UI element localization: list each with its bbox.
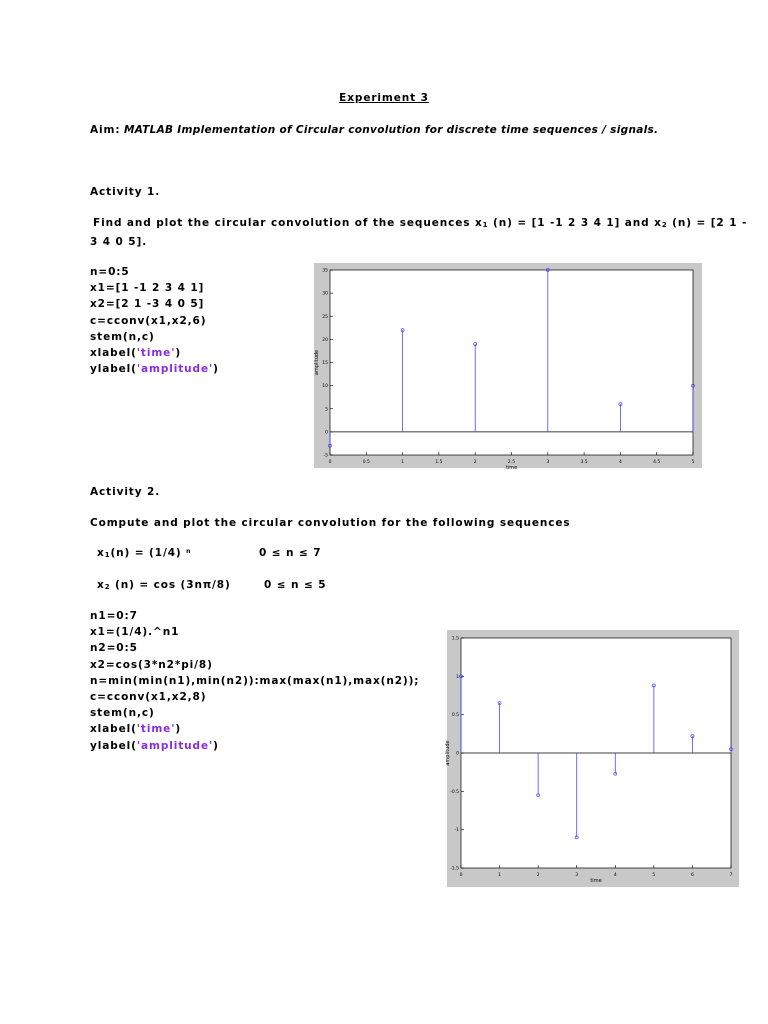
- code-line: xlabel('time'): [90, 723, 182, 736]
- x-tick-label: 3.5: [580, 460, 588, 465]
- y-tick-label: -1.5: [450, 866, 459, 872]
- x-tick-label: 6: [690, 873, 694, 878]
- x-tick-label: 0: [328, 460, 332, 465]
- y-tick-label: 35: [322, 268, 328, 274]
- activity2-stem-plot: [447, 630, 739, 887]
- activity2-problem: Compute and plot the circular convolution for the following sequences: [90, 517, 571, 529]
- x-tick-label: 2: [473, 460, 477, 465]
- activity2-plot-figure: [447, 630, 739, 887]
- x-tick-label: 3: [575, 873, 579, 878]
- code-line: ylabel('amplitude'): [90, 739, 219, 752]
- code-line: x1=(1/4).^n1: [90, 626, 180, 639]
- x-tick-label: 7: [729, 873, 733, 878]
- code-line: x2=cos(3*n2*pi/8): [90, 658, 213, 671]
- activity2-code-block: [90, 608, 419, 754]
- code-line: n=min(min(n1),min(n2)):max(max(n1),max(n2));: [90, 674, 420, 687]
- y-tick-label: 30: [322, 291, 328, 297]
- sequence1-range: 0 ≤ n ≤ 7: [259, 547, 322, 559]
- x-tick-label: 5: [691, 460, 695, 465]
- x-axis-label: time: [590, 878, 602, 884]
- x-tick-label: 1: [401, 460, 405, 465]
- activity1-code-block: [90, 264, 219, 377]
- code-line: xlabel('time'): [90, 347, 182, 360]
- activity1-heading: Activity 1.: [90, 186, 161, 198]
- y-tick-label: 10: [322, 384, 328, 390]
- x-tick-label: 2: [536, 873, 540, 878]
- code-line: n=0:5: [90, 266, 130, 278]
- y-axis-label: amplitude: [314, 349, 320, 376]
- code-line: n2=0:5: [90, 642, 138, 655]
- x-tick-label: 4: [613, 873, 617, 878]
- y-tick-label: 15: [322, 361, 328, 366]
- sequence1-definition: x1(n) = (1/4) $^n$: [97, 547, 192, 559]
- aim-label: Aim:: [90, 124, 121, 136]
- y-tick-label: -1: [454, 828, 459, 834]
- y-tick-label: -5: [323, 453, 328, 459]
- aim-text: MATLAB Implementation of Circular convolution for discrete time sequences / signals.: [124, 124, 659, 136]
- code-line: stem(n,c): [90, 330, 155, 343]
- sequence2-range: 0 ≤ n ≤ 5: [264, 579, 327, 591]
- x-tick-label: 1.5: [435, 460, 443, 465]
- x-tick-label: 4.5: [653, 460, 661, 465]
- code-line: stem(n,c): [90, 707, 155, 720]
- x-axis-label: time: [505, 465, 518, 471]
- activity1-plot-figure: [314, 263, 702, 471]
- document-title: Experiment 3: [339, 92, 429, 104]
- y-tick-label: 5: [325, 407, 328, 413]
- code-line: c=cconv(x1,x2,8): [90, 691, 207, 704]
- activity1-problem-line2: 3 4 0 5].: [90, 236, 148, 248]
- code-line: x1=[1 -1 2 3 4 1]: [90, 282, 205, 295]
- y-tick-label: 0: [456, 751, 459, 757]
- x-tick-label: 4: [618, 460, 622, 465]
- x-tick-label: 2.5: [507, 460, 516, 465]
- x-tick-label: 0: [459, 873, 463, 878]
- x-tick-label: 1: [498, 873, 502, 878]
- y-tick-label: 0: [325, 430, 328, 436]
- y-tick-label: 20: [322, 337, 328, 343]
- plot-axes-box: [330, 270, 693, 455]
- x-tick-label: 3: [546, 460, 550, 465]
- code-line: x2=[2 1 -3 4 0 5]: [90, 298, 205, 311]
- y-tick-label: 25: [322, 314, 328, 320]
- sequence2-definition: x2 (n) = cos (3nπ/8): [97, 579, 231, 591]
- activity1-problem-line1: Find and plot the circular convolution of the sequences x1 (n) = [1 -1 2 3 4 1] and x2 (n) = [2 1 -: [93, 217, 748, 229]
- y-tick-label: 1: [456, 674, 459, 680]
- code-line: ylabel('amplitude'): [90, 363, 219, 376]
- y-tick-label: -0.5: [450, 789, 459, 795]
- code-line: c=cconv(x1,x2,6): [90, 314, 207, 327]
- activity2-heading: Activity 2.: [90, 486, 161, 498]
- activity1-stem-plot: [314, 263, 702, 471]
- y-axis-label: amplitude: [445, 740, 451, 766]
- code-line: n1=0:7: [90, 610, 138, 622]
- x-tick-label: 0.5: [362, 460, 370, 465]
- y-tick-label: 1.5: [451, 636, 459, 642]
- y-tick-label: 0.5: [451, 713, 459, 719]
- x-tick-label: 5: [652, 873, 656, 878]
